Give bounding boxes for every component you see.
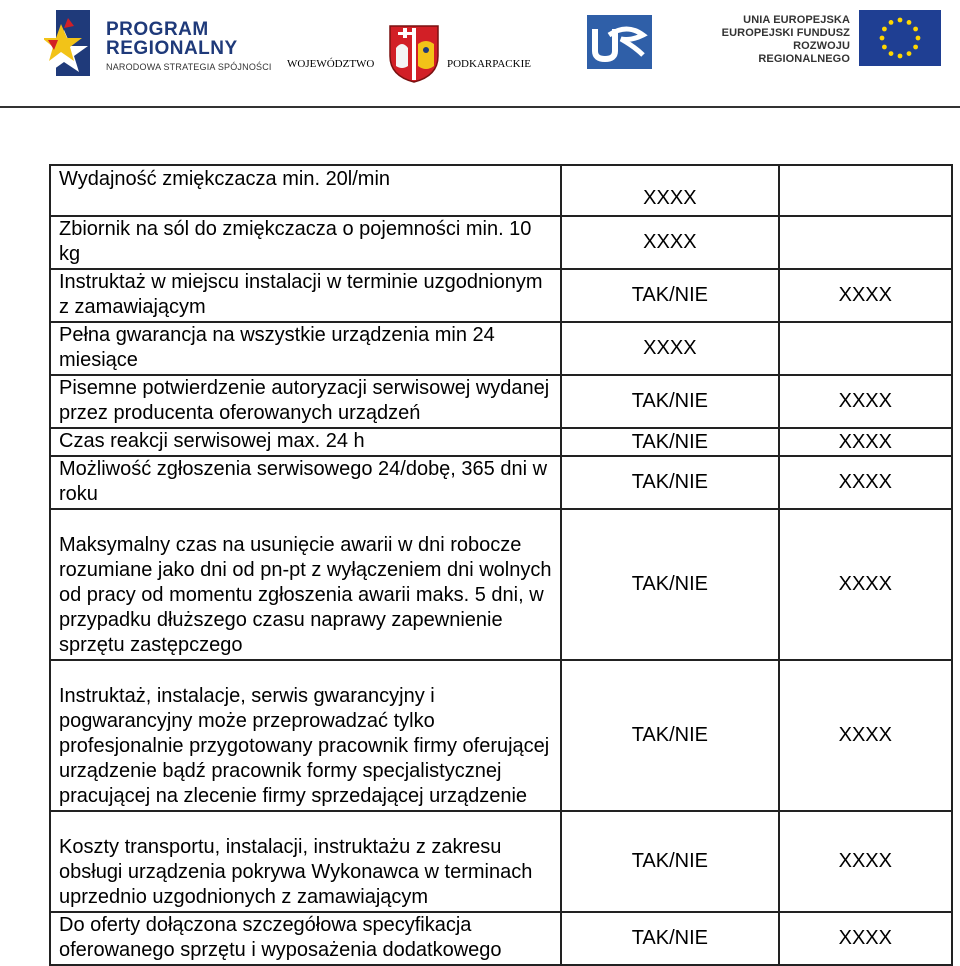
row-description: Pisemne potwierdzenie autoryzacji serwisowej wydanej przez producenta oferowanych urządzeń xyxy=(50,375,561,428)
row-col3-value xyxy=(779,165,952,216)
program-regionalny-text xyxy=(106,20,272,73)
program-line3: NARODOWA STRATEGIA SPÓJNOŚCI xyxy=(106,62,272,72)
row-col2-value: TAK/NIE xyxy=(561,428,778,456)
row-col3-value: XXXX xyxy=(779,269,952,322)
program-line2: REGIONALNY xyxy=(106,38,238,59)
eu-line3: ROZWOJU REGIONALNEGO xyxy=(758,40,850,65)
ur-logo-icon xyxy=(587,15,652,69)
table-row xyxy=(50,811,952,912)
row-description: Zbiornik na sól do zmiękczacza o pojemności min. 10 kg xyxy=(50,216,561,269)
header-divider xyxy=(0,106,960,108)
table-row xyxy=(50,660,952,811)
podkarpackie-crest-icon xyxy=(388,22,440,84)
row-col2-value: XXXX xyxy=(561,216,778,269)
table-row xyxy=(50,322,952,375)
row-description: Instruktaż, instalacje, serwis gwarancyjny i pogwarancyjny może przeprowadzać tylko profesjonalnie przygotowany pracownik firmy oferującej urządzenie bądź pracownik formy specjalistycznej pracującej na zlecenie firmy sprzedającej urządzenie xyxy=(50,660,561,811)
row-col3-value: XXXX xyxy=(779,509,952,660)
row-col2-value: XXXX xyxy=(561,322,778,375)
eu-flag-icon xyxy=(859,10,941,66)
wojewodztwo-label: WOJEWÓDZTWO xyxy=(287,58,375,70)
row-col3-value: XXXX xyxy=(779,428,952,456)
table-row xyxy=(50,216,952,269)
row-description: Pełna gwarancja na wszystkie urządzenia min 24 miesiące xyxy=(50,322,561,375)
row-description: Czas reakcji serwisowej max. 24 h xyxy=(50,428,561,456)
table-row xyxy=(50,509,952,660)
table-row xyxy=(50,375,952,428)
row-col2-value: TAK/NIE xyxy=(561,456,778,509)
row-col3-value: XXXX xyxy=(779,660,952,811)
eu-line1: UNIA EUROPEJSKA xyxy=(743,14,850,26)
table-row xyxy=(50,165,952,216)
row-col3-value: XXXX xyxy=(779,811,952,912)
table-row xyxy=(50,456,952,509)
table-row xyxy=(50,269,952,322)
eu-fund-text xyxy=(712,14,850,66)
row-col2-value: TAK/NIE xyxy=(561,811,778,912)
row-col3-value: XXXX xyxy=(779,375,952,428)
program-regionalny-star-icon xyxy=(44,6,96,76)
table-row xyxy=(50,428,952,456)
row-col3-value xyxy=(779,216,952,269)
row-col3-value xyxy=(779,322,952,375)
row-col2-value: XXXX xyxy=(561,165,778,216)
eu-line2: EUROPEJSKI FUNDUSZ xyxy=(721,27,850,39)
row-description: Koszty transportu, instalacji, instruktażu z zakresu obsługi urządzenia pokrywa Wykonawca w terminach uprzednio uzgodnionych z zamawiającym xyxy=(50,811,561,912)
row-description: Możliwość zgłoszenia serwisowego 24/dobę, 365 dni w roku xyxy=(50,456,561,509)
program-line1: PROGRAM xyxy=(106,19,209,40)
row-description: Instruktaż w miejscu instalacji w terminie uzgodnionym z zamawiającym xyxy=(50,269,561,322)
row-description: Wydajność zmiękczacza min. 20l/min xyxy=(50,165,561,216)
row-col2-value: TAK/NIE xyxy=(561,375,778,428)
specification-table xyxy=(49,164,953,966)
row-col3-value: XXXX xyxy=(779,456,952,509)
table-row xyxy=(50,912,952,965)
row-col3-value: XXXX xyxy=(779,912,952,965)
row-description: Do oferty dołączona szczegółowa specyfikacja oferowanego sprzętu i wyposażenia dodatkowego xyxy=(50,912,561,965)
row-col2-value: TAK/NIE xyxy=(561,509,778,660)
podkarpackie-label: PODKARPACKIE xyxy=(447,58,531,70)
program-regionalny-logo xyxy=(44,6,274,78)
row-col2-value: TAK/NIE xyxy=(561,912,778,965)
row-col2-value: TAK/NIE xyxy=(561,269,778,322)
row-description: Maksymalny czas na usunięcie awarii w dni robocze rozumiane jako dni od pn-pt z wyłączeniem dni wolnych od pracy od momentu zgłoszenia awarii maks. 5 dni, w przypadku dłuższego czasu naprawy zapewnienie sprzętu zastępczego xyxy=(50,509,561,660)
row-col2-value: TAK/NIE xyxy=(561,660,778,811)
page-header xyxy=(0,0,960,108)
